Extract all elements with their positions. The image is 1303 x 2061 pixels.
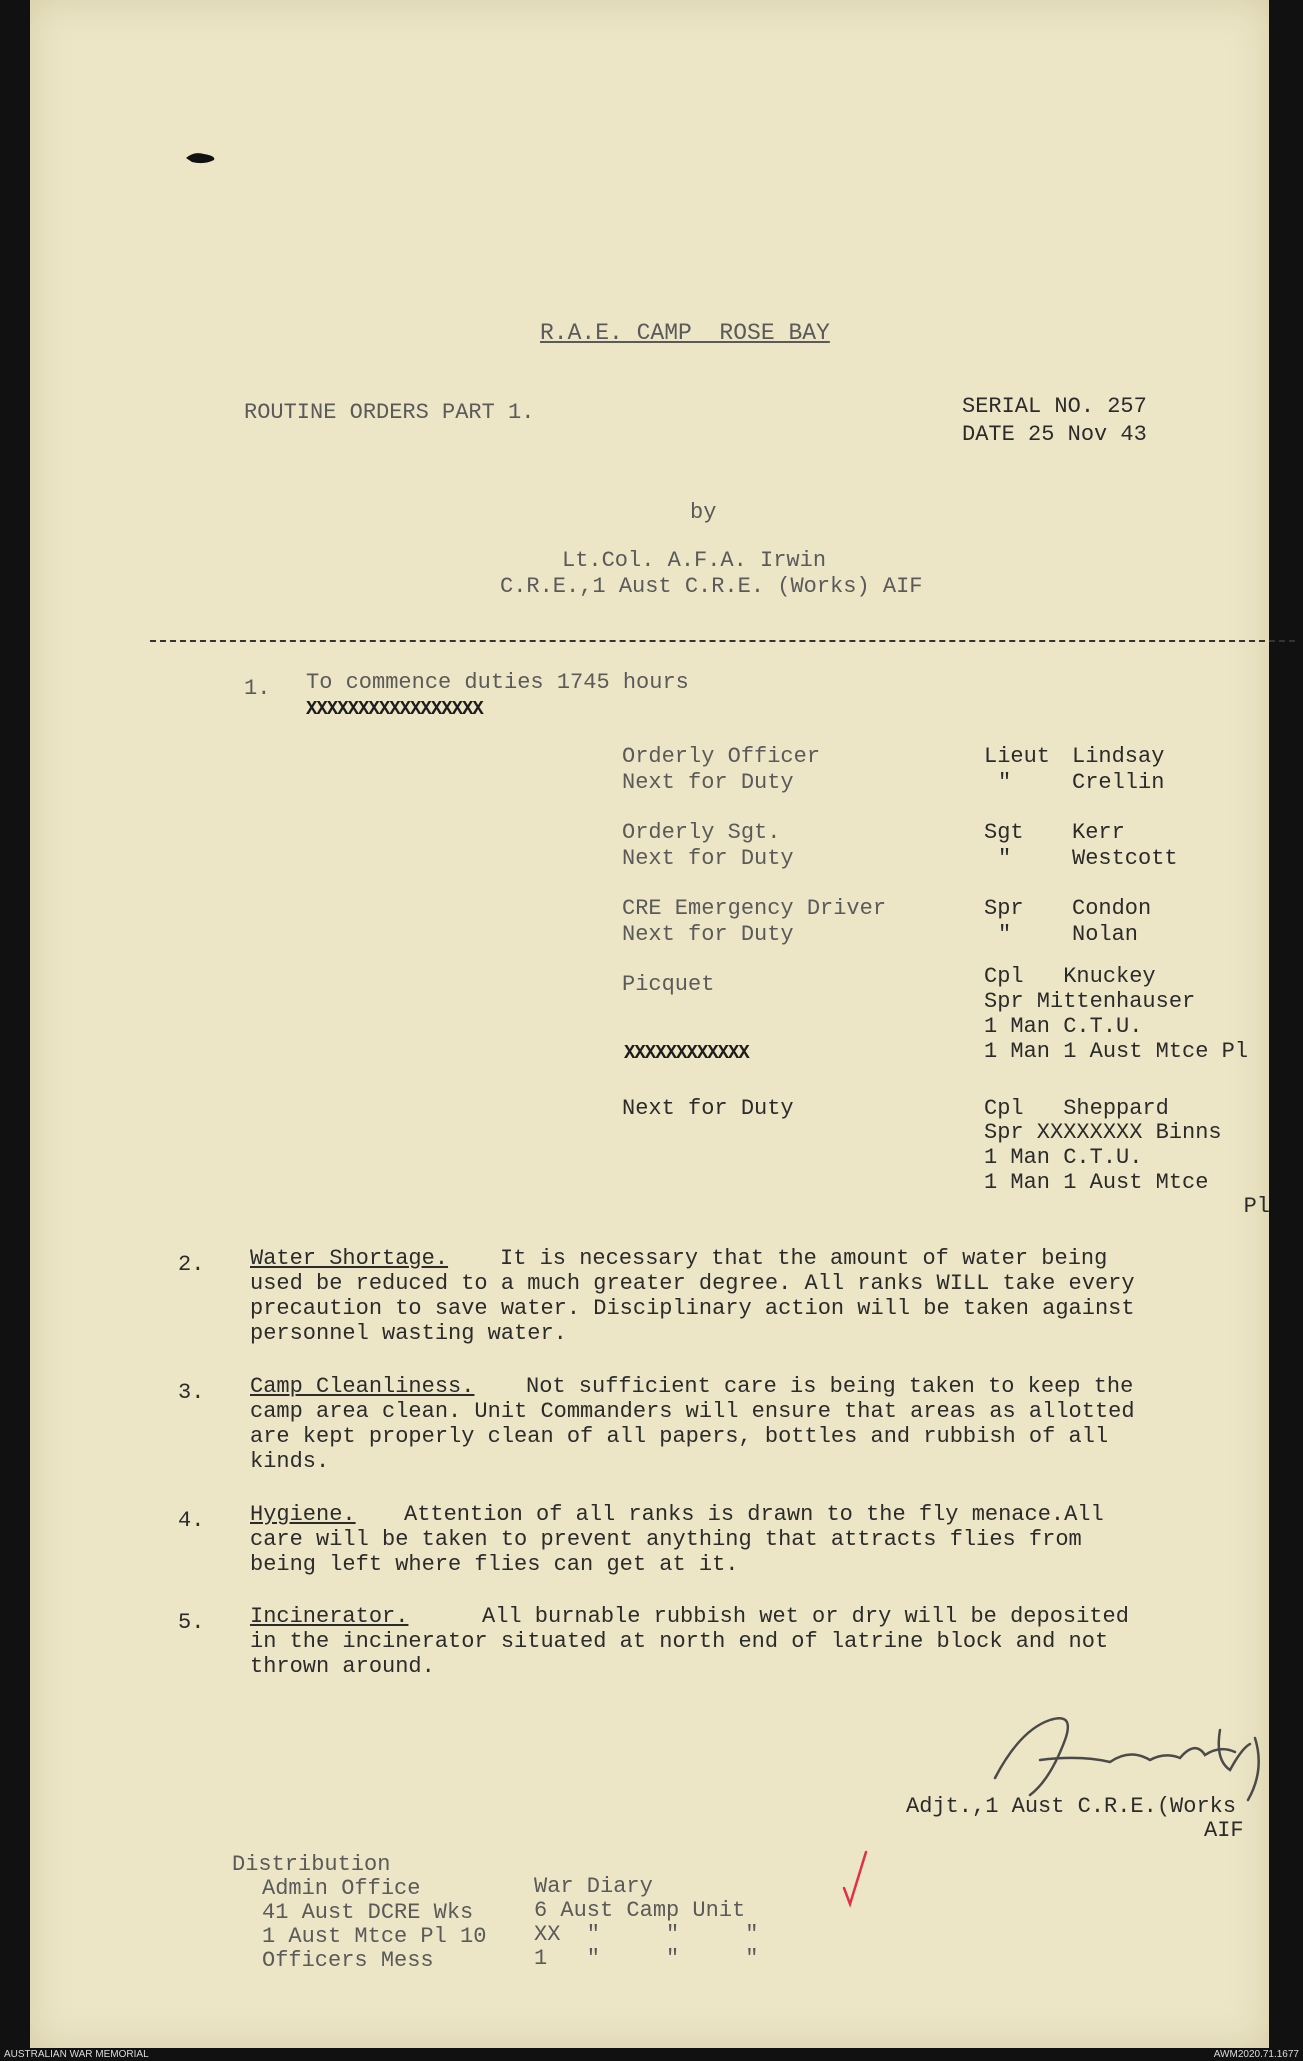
distribution-right-3: XX " " " bbox=[534, 1922, 759, 1947]
duty-role-2: Next for Duty bbox=[622, 770, 794, 795]
item-2-line-1: It is necessary that the amount of water being bbox=[500, 1246, 1108, 1271]
picquet-role: Picquet bbox=[622, 972, 715, 997]
item-3-heading: Camp Cleanliness. bbox=[250, 1374, 475, 1399]
distribution-right-4: 1 " " " bbox=[534, 1946, 759, 1971]
item-2-line-4: personnel wasting water. bbox=[250, 1321, 567, 1346]
item-2-line-3: precaution to save water. Disciplinary action will be taken against bbox=[250, 1296, 1135, 1321]
duty-role-1: Orderly Officer bbox=[622, 744, 821, 769]
duty-rank-5: Spr bbox=[984, 896, 1024, 921]
item-3-line-3: are kept properly clean of all papers, bottles and rubbish of all bbox=[250, 1424, 1109, 1449]
distribution-left-2: 41 Aust DCRE Wks bbox=[262, 1900, 474, 1925]
item-4-line-3: being left where flies can get at it. bbox=[250, 1552, 739, 1577]
document-page bbox=[30, 0, 1269, 2048]
item-3-line-1: Not sufficient care is being taken to keep the bbox=[526, 1374, 1134, 1399]
duty-rank-6: " bbox=[998, 922, 1012, 947]
archive-footer bbox=[0, 2048, 1303, 2061]
item-2-line-2: used be reduced to a much greater degree. All ranks WILL take every bbox=[250, 1271, 1135, 1296]
item-5-heading: Incinerator. bbox=[250, 1604, 409, 1629]
item-1-number: 1. bbox=[244, 676, 271, 701]
author-name: Lt.Col. A.F.A. Irwin bbox=[562, 548, 827, 573]
camp-title: R.A.E. CAMP ROSE BAY bbox=[540, 320, 830, 346]
next-picquet-line-1: Cpl Sheppard bbox=[984, 1096, 1169, 1121]
duty-name-6: Nolan bbox=[1072, 922, 1139, 947]
duty-name-1: Lindsay bbox=[1072, 744, 1165, 769]
picquet-line-2: Spr Mittenhauser bbox=[984, 989, 1196, 1014]
item-5-line-3: thrown around. bbox=[250, 1654, 435, 1679]
picquet-line-4: 1 Man 1 Aust Mtce Pl bbox=[984, 1039, 1249, 1064]
divider-rule bbox=[150, 640, 1295, 642]
duty-name-5: Condon bbox=[1072, 896, 1152, 921]
distribution-left-3: 1 Aust Mtce Pl 10 bbox=[262, 1924, 487, 1949]
next-picquet-line-3: 1 Man C.T.U. bbox=[984, 1145, 1143, 1170]
item-2-heading: Water Shortage. bbox=[250, 1246, 449, 1271]
author-appointment: C.R.E.,1 Aust C.R.E. (Works) AIF bbox=[500, 574, 923, 599]
duty-name-2: Crellin bbox=[1072, 770, 1165, 795]
duty-name-3: Kerr bbox=[1072, 820, 1125, 845]
item-1-struck-text: XXXXXXXXXXXXXXXXX bbox=[306, 698, 483, 720]
duty-role-5: CRE Emergency Driver bbox=[622, 896, 887, 921]
next-picquet-line-5: Pl bbox=[1204, 1194, 1271, 1219]
distribution-right-1: War Diary bbox=[534, 1874, 653, 1899]
next-picquet-line-4: 1 Man 1 Aust Mtce bbox=[984, 1170, 1209, 1195]
footer-reference: AWM2020.71.1677 bbox=[1213, 2049, 1299, 2060]
routine-orders-label: ROUTINE ORDERS PART 1. bbox=[244, 400, 535, 425]
picquet-line-3: 1 Man C.T.U. bbox=[984, 1014, 1143, 1039]
signature-appointment: Adjt.,1 Aust C.R.E.(Works bbox=[906, 1794, 1237, 1819]
item-4-line-1: Attention of all ranks is drawn to the fly menace.All bbox=[404, 1502, 1104, 1527]
item-5-number: 5. bbox=[178, 1610, 205, 1635]
duty-rank-2: " bbox=[998, 770, 1012, 795]
item-4-number: 4. bbox=[178, 1508, 205, 1533]
item-5-line-1: All burnable rubbish wet or dry will be deposited bbox=[482, 1604, 1129, 1629]
picquet-line-1: Cpl Knuckey bbox=[984, 964, 1156, 989]
distribution-right-2: 6 Aust Camp Unit bbox=[534, 1898, 746, 1923]
next-picquet-line-2: Spr XXXXXXXX Binns bbox=[984, 1120, 1222, 1145]
by-label: by bbox=[690, 500, 717, 525]
picquet-struck-role: XXXXXXXXXXXX bbox=[624, 1042, 749, 1064]
item-5-line-2: in the incinerator situated at north end of latrine block and not bbox=[250, 1629, 1109, 1654]
duty-role-3: Orderly Sgt. bbox=[622, 820, 781, 845]
distribution-left-1: Admin Office bbox=[262, 1876, 421, 1901]
item-3-number: 3. bbox=[178, 1380, 205, 1405]
duty-role-6: Next for Duty bbox=[622, 922, 794, 947]
item-2-number: 2. bbox=[178, 1252, 205, 1277]
red-check-mark bbox=[840, 1848, 870, 1908]
order-date: DATE 25 Nov 43 bbox=[962, 422, 1147, 447]
distribution-left-4: Officers Mess bbox=[262, 1948, 434, 1973]
signature-unit: AIF bbox=[1204, 1818, 1244, 1843]
duty-rank-3: Sgt bbox=[984, 820, 1024, 845]
ink-blot-icon bbox=[184, 150, 218, 166]
item-3-line-4: kinds. bbox=[250, 1449, 330, 1474]
duty-rank-4: " bbox=[998, 846, 1012, 871]
duty-name-4: Westcott bbox=[1072, 846, 1178, 871]
item-3-line-2: camp area clean. Unit Commanders will ensure that areas as allotted bbox=[250, 1399, 1135, 1424]
footer-institution: AUSTRALIAN WAR MEMORIAL bbox=[4, 2049, 149, 2060]
distribution-heading: Distribution bbox=[232, 1852, 391, 1877]
item-1-text: To commence duties 1745 hours bbox=[306, 670, 689, 695]
next-picquet-role: Next for Duty bbox=[622, 1096, 794, 1121]
duty-role-4: Next for Duty bbox=[622, 846, 794, 871]
duty-rank-1: Lieut bbox=[984, 744, 1051, 769]
item-4-heading: Hygiene. bbox=[250, 1502, 356, 1527]
item-4-line-2: care will be taken to prevent anything that attracts flies from bbox=[250, 1527, 1082, 1552]
serial-number: SERIAL NO. 257 bbox=[962, 394, 1147, 419]
